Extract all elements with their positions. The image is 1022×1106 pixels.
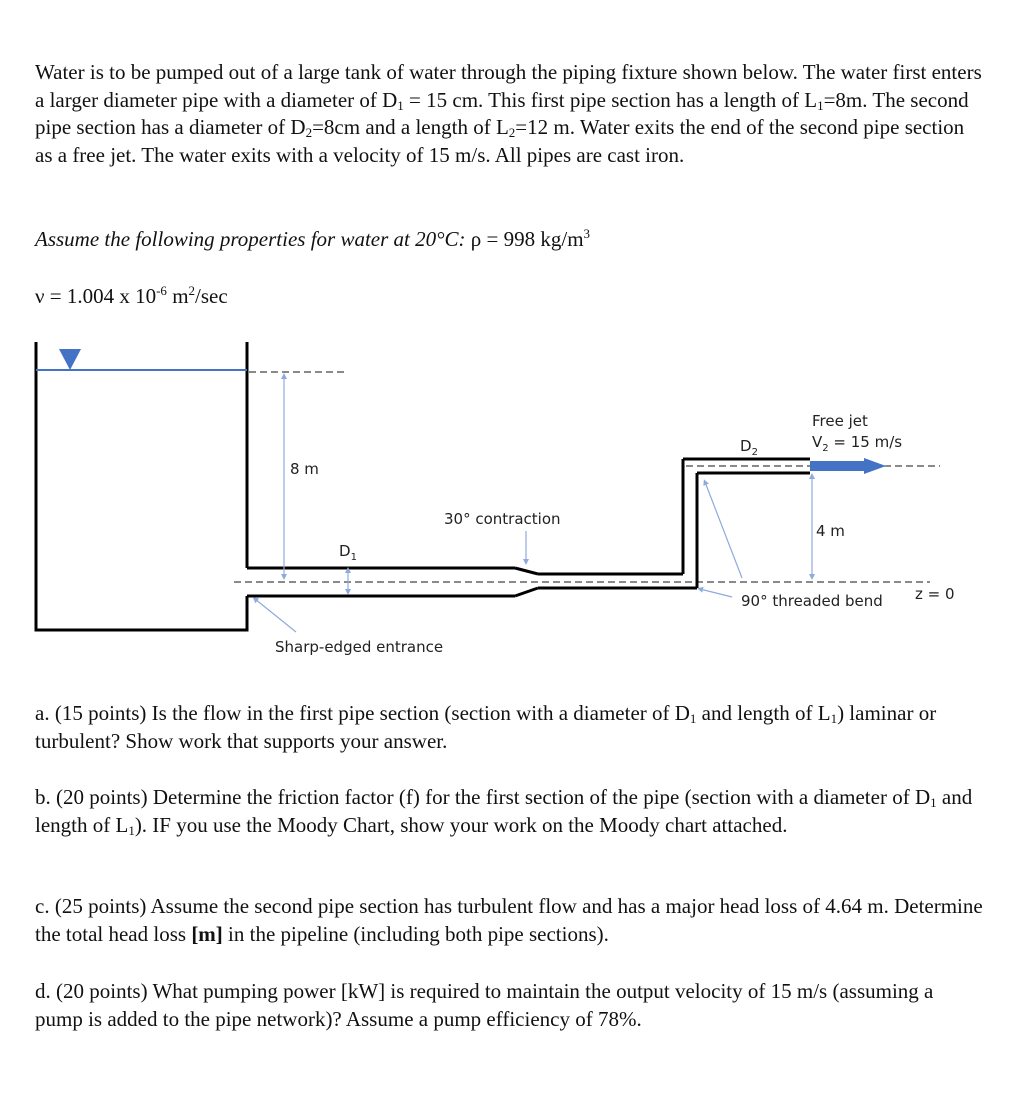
label-z0: z = 0	[915, 585, 955, 603]
assumption-line: Assume the following properties for water at 20°C: ρ = 998 $kg/m^3$	[35, 226, 591, 251]
label-V2: $V_2 = 15$ m/s	[812, 433, 903, 454]
pipe-section-2	[538, 459, 810, 588]
label-D1: $D_1$	[339, 542, 357, 563]
question-a: a. (15 points) Is the flow in the first pipe section (section with a diameter of $D_1$ and length of $L_1$) laminar or turbulent? Show work that supports your answer.	[35, 701, 937, 753]
label-D2: $D_2$	[740, 437, 758, 458]
bend-pointer-elbow	[705, 482, 742, 578]
label-4m: 4 m	[816, 522, 845, 540]
water-level-icon	[59, 349, 81, 370]
label-bend: 90° threaded bend	[741, 592, 883, 610]
question-b: b. (20 points) Determine the friction factor (f) for the first section of the pipe (section with a diameter of $D_1$ and length of $L_1$). IF you use the Moody Chart, show your work on the Moody chart attached.	[35, 785, 973, 838]
viscosity-line: ν = 1.004 x $10^{-6}$ $m^2/\sec$	[35, 283, 228, 308]
label-free-jet: Free jet	[812, 412, 868, 430]
question-d: d. (20 points) What pumping power [kW] is required to maintain the output velocity of 15 m/s (assuming a pump is added to the pipe network)? Assume a pump efficiency of 78%.	[35, 979, 934, 1031]
entrance-pointer	[255, 599, 296, 632]
question-c: c. (25 points) Assume the second pipe section has turbulent flow and has a major head loss of 4.64 m. Determine the total head loss [m] in the pipeline (including both pipe sections).	[35, 894, 983, 946]
tank	[36, 342, 247, 630]
label-8m: 8 m	[290, 460, 319, 478]
problem-statement: Water is to be pumped out of a large tank of water through the piping fixture shown below. The water first enters a larger diameter pipe with a diameter of $D_1 = 15$ cm. This first pipe section has a length of $L_1=8m$. The second pipe section has a diameter of $D_2=8cm$ and a length of $L_2=12$ m. Water exits the end of the second pipe section as a free jet. The water exits with a velocity of 15 m/s. All pipes are cast iron.	[35, 60, 982, 167]
label-contraction: 30° contraction	[444, 510, 561, 528]
bend-pointer-base	[700, 589, 732, 597]
label-entrance: Sharp-edged entrance	[275, 638, 444, 656]
free-jet-arrow	[810, 458, 886, 474]
